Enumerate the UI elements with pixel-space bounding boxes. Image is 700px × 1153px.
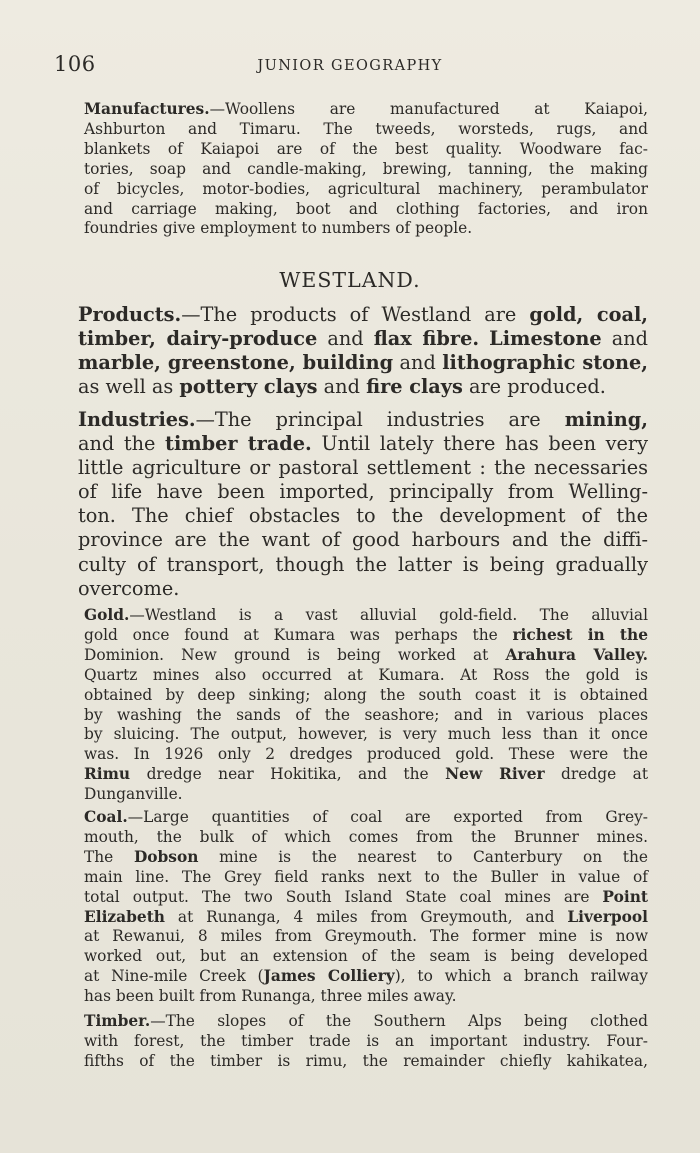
text-line: foundries give employment to numbers of people.	[84, 219, 473, 238]
page-number: 106	[54, 52, 96, 76]
products-paragraph	[53, 303, 648, 399]
gold-paragraph	[54, 606, 648, 805]
text-line: Manufactures.—Woollens are manufactured at Kaiapoi,	[84, 100, 648, 118]
text-line: gold once found at Kumara was perhaps the richest in the	[84, 625, 648, 644]
gold-heading: Gold.	[84, 606, 130, 624]
text-line: Timber.—The slopes of the Southern Alps being clothed	[84, 1012, 648, 1030]
text-line: The Dobson mine is the nearest to Canterbury on the	[84, 847, 649, 866]
text-line: and carriage making, boot and clothing factories, and iron	[84, 199, 648, 218]
text-line: mouth, the bulk of which comes from the Brunner mines.	[84, 827, 648, 846]
text-line: worked out, but an extension of the seam is being developed	[84, 947, 648, 966]
text-line: of bicycles, motor-bodies, agricultural machinery, perambulator	[84, 179, 648, 198]
text-line: and the timber trade. Until lately there has been very	[78, 432, 648, 456]
text-line: culty of transport, though the latter is being gradually	[78, 552, 648, 576]
text-line: Gold.—Westland is a vast alluvial gold-field. The alluvial	[84, 606, 648, 624]
text-line: by sluicing. The output, however, is very much less than it once	[84, 725, 648, 744]
text-line: was. In 1926 only 2 dredges produced gold. These were the	[84, 745, 648, 764]
text-line: total output. The two South Island State coal mines are Point	[84, 887, 648, 906]
text-line: little agriculture or pastoral settlement : the necessaries	[78, 456, 648, 480]
text-line: Rimu dredge near Hokitika, and the New River dredge at	[84, 765, 648, 784]
text-line: Industries.—The principal industries are mining,	[78, 408, 648, 431]
text-line: ton. The chief obstacles to the development of the	[78, 504, 648, 528]
text-line: at Nine-mile Creek (James Colliery), to which a branch railway	[84, 967, 648, 986]
text-line: obtained by deep sinking; along the south coast it is obtained	[84, 685, 648, 704]
page-header	[54, 52, 646, 82]
text-line: marble, greenstone, building and lithographic stone,	[78, 351, 648, 375]
text-line: at Rewanui, 8 miles from Greymouth. The former mine is now	[84, 927, 648, 946]
text-line: overcome.	[78, 576, 180, 600]
coal-heading: Coal.	[84, 808, 128, 826]
text-line: by washing the sands of the seashore; and in various places	[84, 705, 648, 724]
text-line: has been built from Runanga, three miles away.	[84, 987, 457, 1006]
text-line: timber, dairy-produce and flax fibre. Limestone and	[78, 327, 649, 351]
text-line: Dominion. New ground is being worked at Arahura Valley.	[84, 645, 648, 664]
industries-paragraph	[53, 408, 648, 601]
products-heading: Products.	[78, 303, 182, 326]
text-line: province are the want of good harbours and the diffi-	[78, 528, 648, 552]
text-line: tories, soap and candle-making, brewing, tanning, the making	[84, 159, 648, 178]
text-line: Products.—The products of Westland are gold, coal,	[78, 303, 648, 326]
timber-paragraph	[54, 1012, 648, 1072]
text-line: main line. The Grey field ranks next to the Buller in value of	[84, 867, 648, 886]
running-head: JUNIOR GEOGRAPHY	[257, 58, 443, 74]
timber-heading: Timber.	[84, 1012, 151, 1030]
text-line: fifths of the timber is rimu, the remainder chiefly kahikatea,	[84, 1051, 648, 1070]
text-line: as well as pottery clays and fire clays are produced.	[78, 375, 606, 399]
text-line: Quartz mines also occurred at Kumara. At Ross the gold is	[84, 665, 648, 684]
text-line: of life have been imported, principally from Welling-	[78, 480, 648, 504]
manufactures-heading: Manufactures.	[84, 100, 210, 118]
text-line: Coal.—Large quantities of coal are exported from Grey-	[84, 808, 648, 826]
text-line: with forest, the timber trade is an important industry. Four-	[84, 1031, 648, 1050]
section-title: WESTLAND.	[279, 268, 421, 292]
manufactures-paragraph	[54, 100, 648, 239]
text-line: Elizabeth at Runanga, 4 miles from Greymouth, and Liverpool	[84, 907, 648, 926]
industries-heading: Industries.	[78, 408, 196, 431]
text-line: Dunganville.	[84, 785, 183, 804]
coal-paragraph	[54, 808, 648, 1007]
text-line: blankets of Kaiapoi are of the best quality. Woodware fac-	[84, 139, 648, 158]
text-line: Ashburton and Timaru. The tweeds, worsteds, rugs, and	[84, 119, 648, 138]
